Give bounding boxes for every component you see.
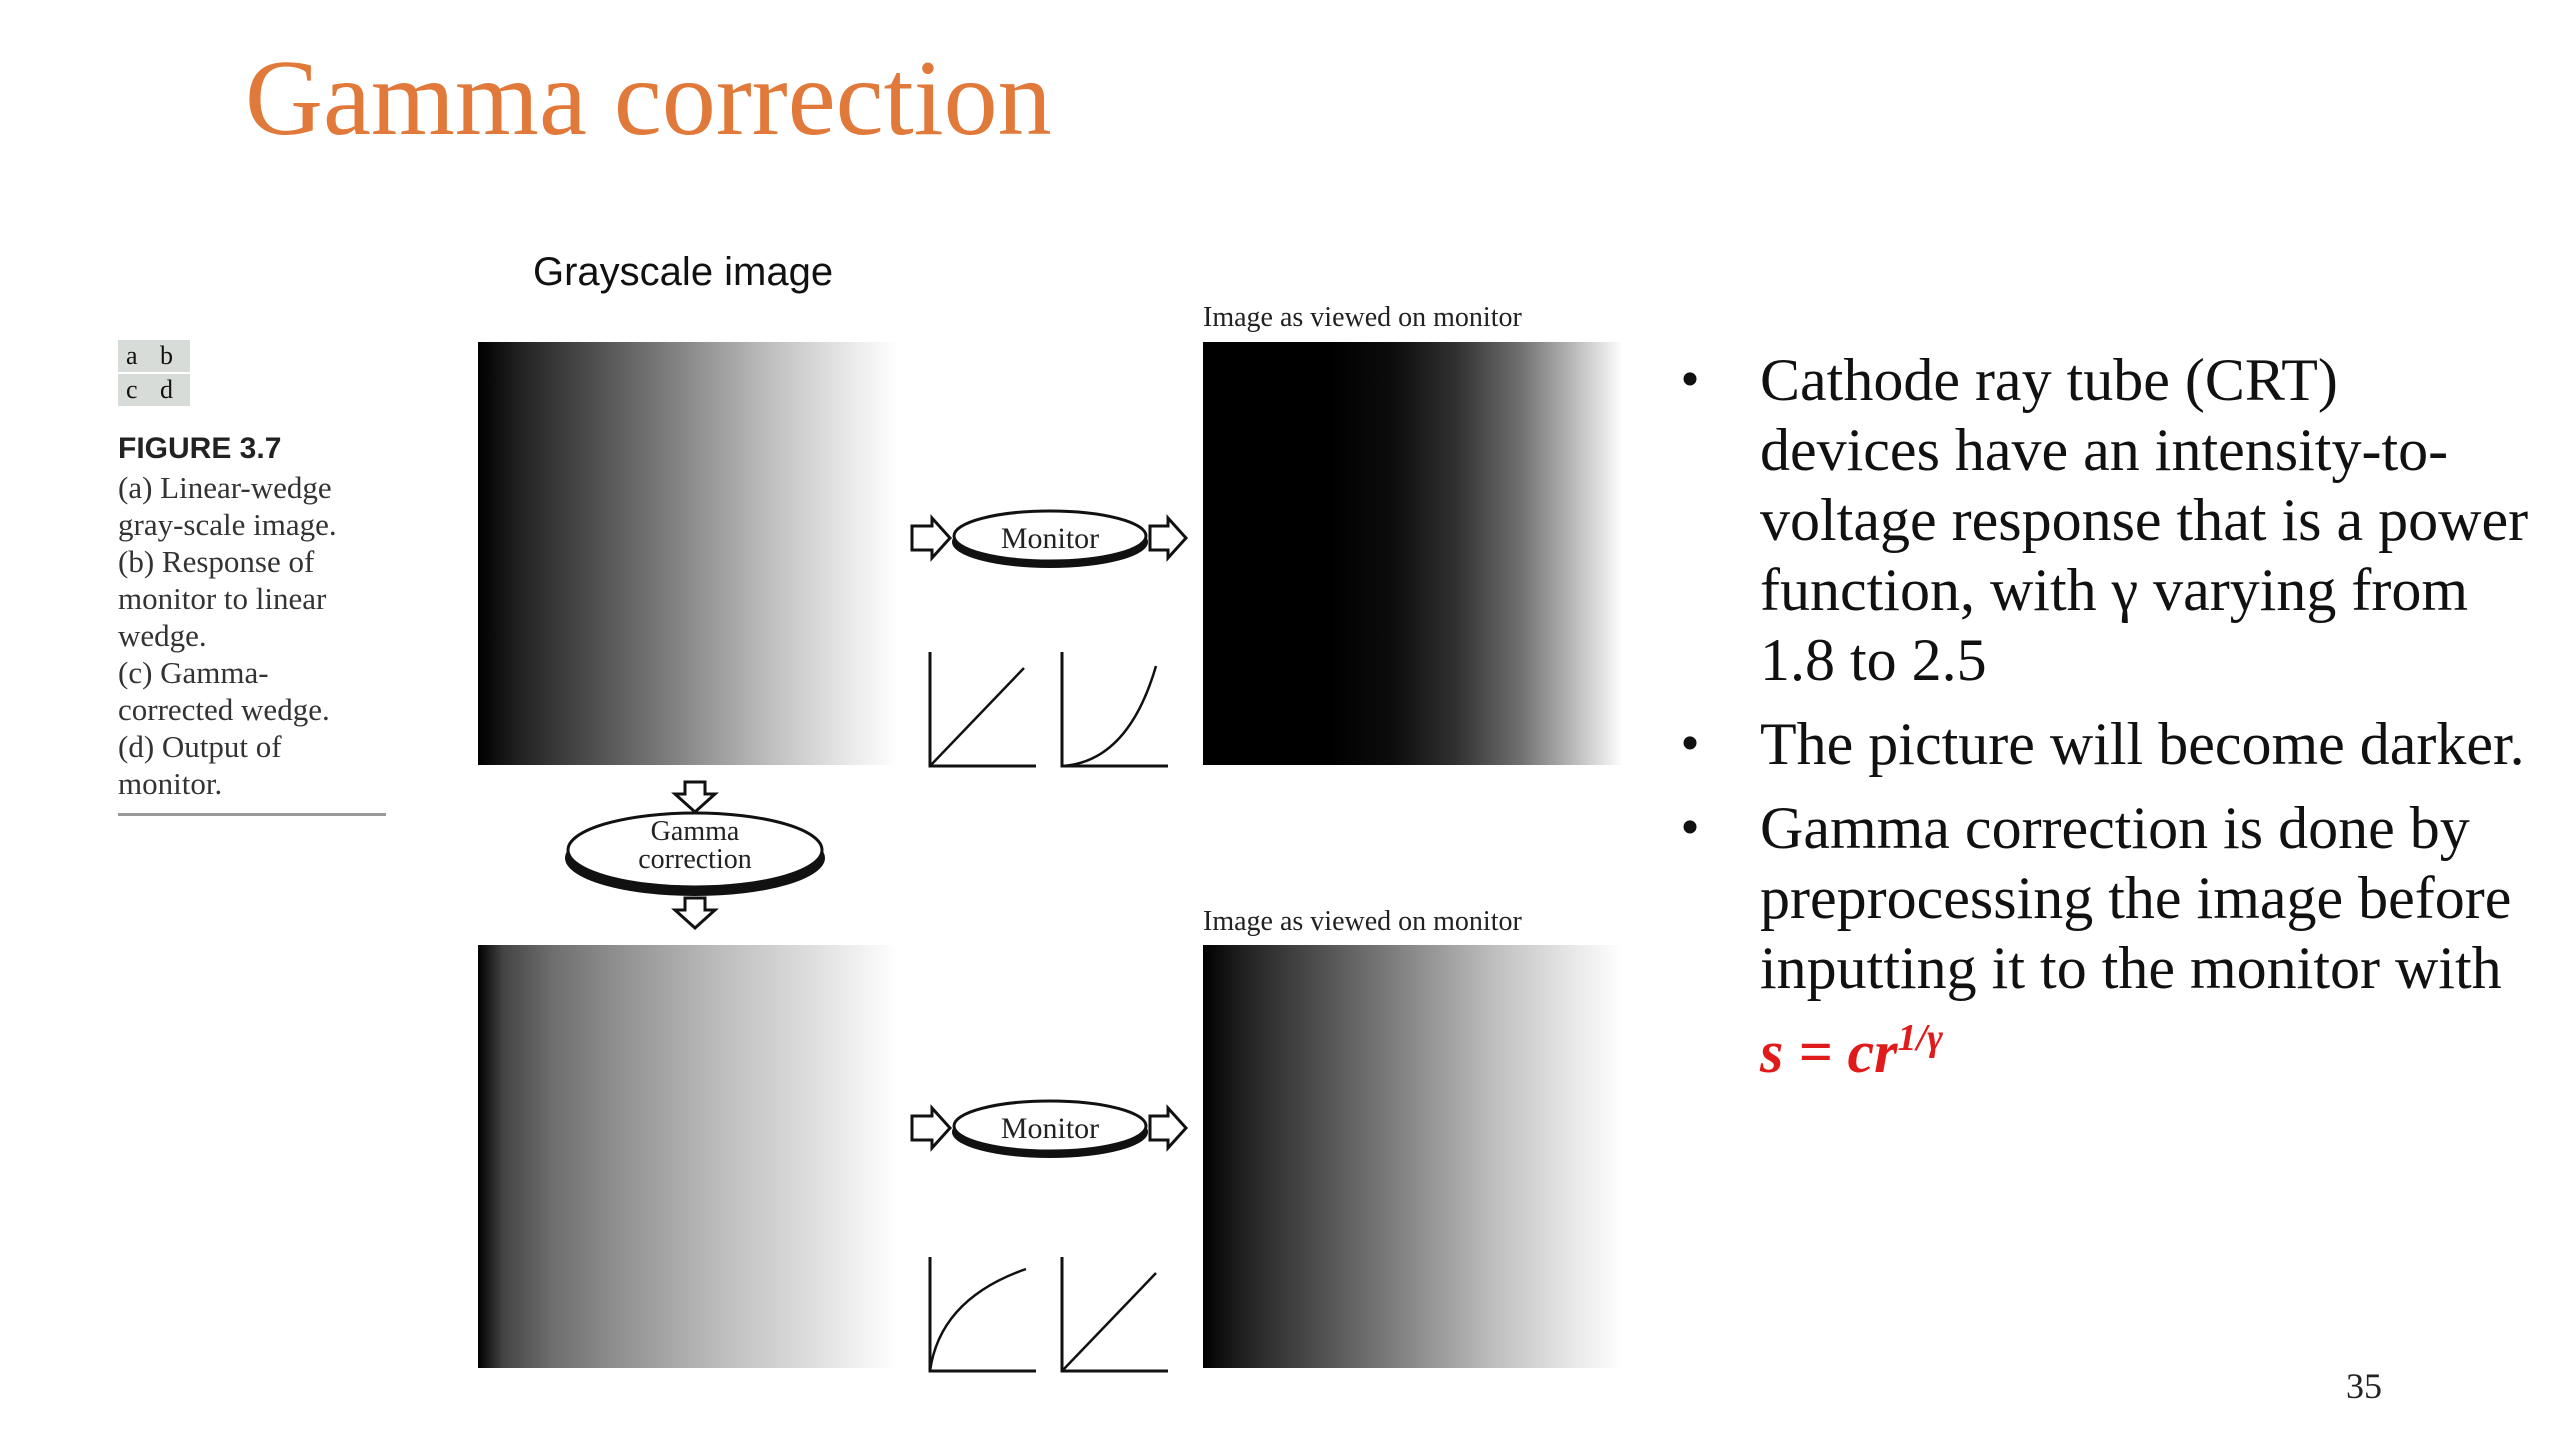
- formula-base: s = cr: [1760, 1019, 1898, 1085]
- page-number: 35: [2346, 1366, 2382, 1406]
- bullet-text: The picture will become darker.: [1760, 711, 2525, 777]
- monitor-label-bottom: Monitor: [1000, 1112, 1100, 1145]
- monitor-output-image: [1203, 945, 1623, 1368]
- bullet-dot-icon: •: [1681, 801, 1699, 854]
- power-response-graph: [1058, 650, 1170, 770]
- linear-response-graph: [926, 650, 1038, 770]
- monitor-label-top: Monitor: [1000, 522, 1100, 555]
- monitor-response-image: [1203, 342, 1623, 765]
- gamma-label-line1: Gamma: [650, 816, 740, 847]
- bullet-item: [1670, 345, 2530, 695]
- bullet-dot-icon: •: [1681, 717, 1699, 770]
- caption-line: monitor.: [118, 766, 223, 801]
- caption-line: wedge.: [118, 618, 207, 653]
- panel-letters-row-1: a b: [118, 340, 190, 372]
- linear-output-graph: [1058, 1255, 1170, 1375]
- gamma-correction-block: [560, 780, 830, 910]
- bullet-list: [1670, 345, 2530, 1101]
- gamma-correction-label: [560, 818, 830, 874]
- bullet-item: [1670, 793, 2530, 1087]
- arrow-down-icon: [675, 782, 715, 812]
- bullet-text: Cathode ray tube (CRT) devices have an intensity-to-voltage response that is a power function, with γ varying from 1.8 to 2.5: [1760, 347, 2529, 693]
- gamma-label-line2: correction: [638, 844, 752, 875]
- caption-divider: [118, 813, 386, 816]
- caption-line: monitor to linear: [118, 581, 327, 616]
- linear-wedge-image: [478, 342, 898, 765]
- inverse-gamma-graph: [926, 1255, 1038, 1375]
- viewed-on-monitor-label-top: Image as viewed on monitor: [1203, 302, 1522, 333]
- formula-exponent: 1/γ: [1897, 1017, 1943, 1059]
- bullet-item: [1670, 709, 2530, 779]
- monitor-block-bottom: [910, 1090, 1190, 1170]
- caption-line: (b) Response of: [118, 544, 315, 579]
- slide-title: Gamma correction: [245, 39, 1052, 158]
- caption-line: corrected wedge.: [118, 692, 330, 727]
- gamma-formula: [1760, 1019, 1943, 1085]
- caption-line: (d) Output of: [118, 729, 282, 764]
- panel-letters: [118, 340, 190, 408]
- gamma-corrected-wedge-image: [478, 945, 898, 1368]
- monitor-block-top: [910, 500, 1190, 580]
- figure-caption: [118, 430, 388, 802]
- caption-line: (c) Gamma-: [118, 655, 269, 690]
- caption-line: gray-scale image.: [118, 507, 337, 542]
- arrow-down-icon: [675, 898, 715, 928]
- caption-line: (a) Linear-wedge: [118, 470, 332, 505]
- bullet-text: Gamma correction is done by preprocessing the image before inputting it to the monitor with: [1760, 795, 2512, 1001]
- panel-letters-row-2: c d: [118, 374, 190, 406]
- bullet-dot-icon: •: [1681, 353, 1699, 406]
- figure-number: FIGURE 3.7: [118, 432, 282, 465]
- grayscale-image-label: Grayscale image: [533, 250, 834, 294]
- viewed-on-monitor-label-bottom: Image as viewed on monitor: [1203, 906, 1522, 937]
